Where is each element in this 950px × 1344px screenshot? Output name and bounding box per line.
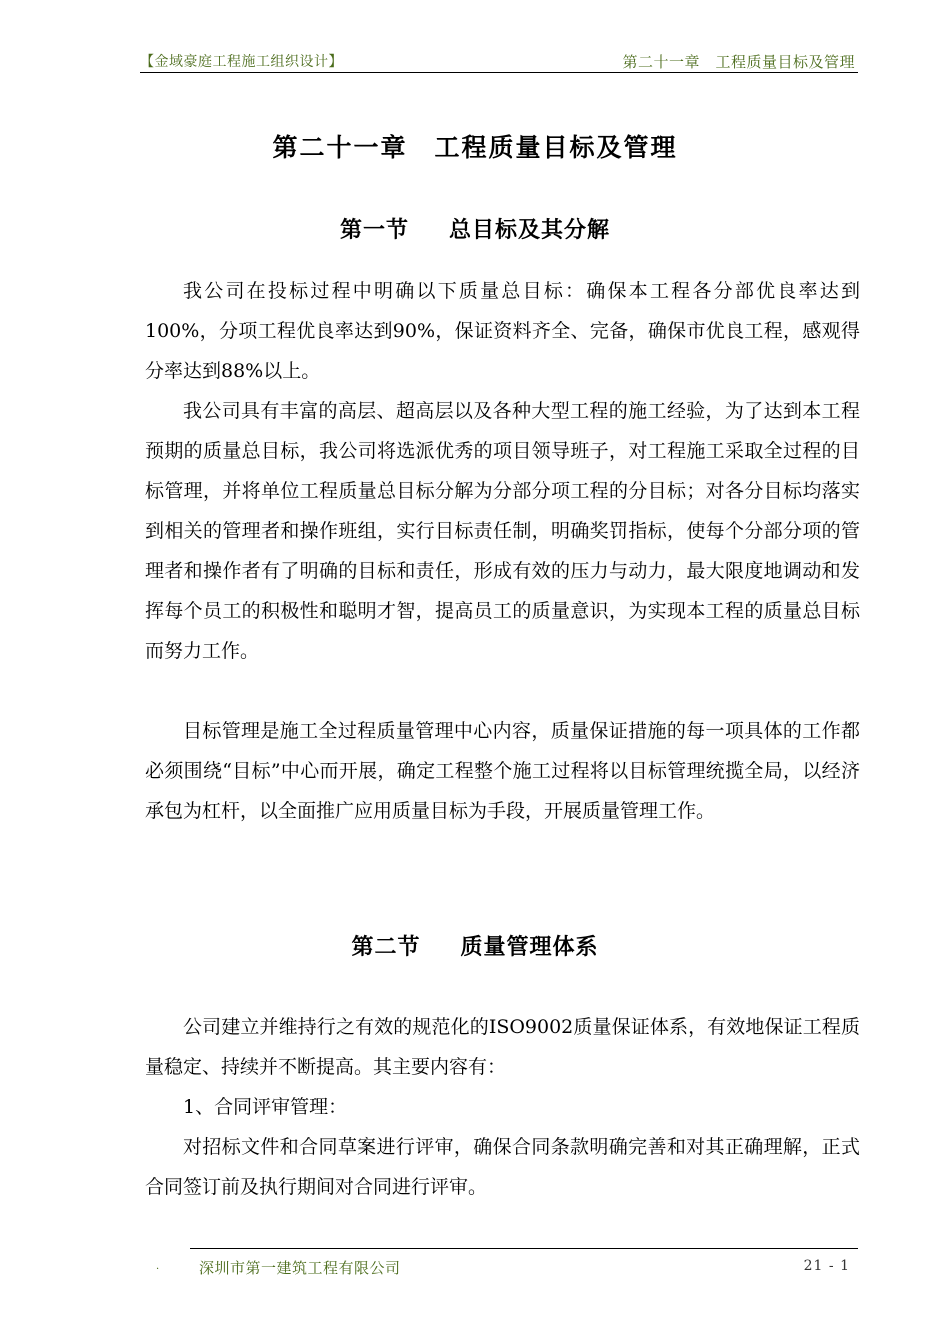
section-1-number: 第一节	[339, 218, 409, 243]
section-2-title: 质量管理体系	[460, 935, 599, 960]
section-2-number: 第二节	[351, 935, 421, 960]
section-1-heading	[0, 213, 950, 244]
section-2-paragraph-1: 公司建立并维持行之有效的规范化的ISO9002质量保证体系，有效地保证工程质量稳定、持续并不断提高。其主要内容有：	[145, 1016, 860, 1078]
footer-dot: ·	[156, 1264, 160, 1275]
header-document-title: 【金域豪庭工程施工组织设计】	[140, 54, 343, 70]
footer-divider	[190, 1248, 858, 1249]
section-1-paragraph-2: 我公司具有丰富的高层、超高层以及各种大型工程的施工经验，为了达到本工程预期的质量总目标，我公司将选派优秀的项目领导班子，对工程施工采取全过程的目标管理，并将单位工程质量总目标分解为分部分项工程的分目标；对各分目标均落实到相关的管理者和操作班组，实行目标责任制，明确奖罚指标，使每个分部分项的管理者和操作者有了明确的目标和责任，形成有效的压力与动力，最大限度地调动和发挥每个员工的积极性和聪明才智，提高员工的质量意识，为实现本工程的质量总目标而努力工作。	[145, 400, 860, 662]
section-2-paragraph-2: 对招标文件和合同草案进行评审，确保合同条款明确完善和对其正确理解，正式合同签订前及执行期间对合同进行评审。	[145, 1136, 860, 1198]
footer-company: 深圳市第一建筑工程有限公司	[199, 1259, 401, 1277]
section-2-heading	[0, 930, 950, 961]
page-number: 21 - 1	[803, 1258, 850, 1274]
header-chapter-title: 第二十一章 工程质量目标及管理	[622, 53, 855, 71]
section-1-paragraph-1: 我公司在投标过程中明确以下质量总目标：确保本工程各分部优良率达到100%，分项工程优良率达到90%，保证资料齐全、完备，确保市优良工程，感观得分率达到88%以上。	[145, 280, 860, 382]
chapter-title: 第二十一章 工程质量目标及管理	[272, 133, 678, 162]
section-2-list-item-1: 1、合同评审管理：	[183, 1096, 348, 1118]
section-1-title: 总目标及其分解	[449, 218, 611, 243]
header-divider	[140, 72, 858, 73]
section-1-paragraph-3: 目标管理是施工全过程质量管理中心内容，质量保证措施的每一项具体的工作都必须围绕“目标”中心而开展，确定工程整个施工过程将以目标管理统揽全局，以经济承包为杠杆，以全面推广应用质量目标为手段，开展质量管理工作。	[145, 720, 860, 822]
